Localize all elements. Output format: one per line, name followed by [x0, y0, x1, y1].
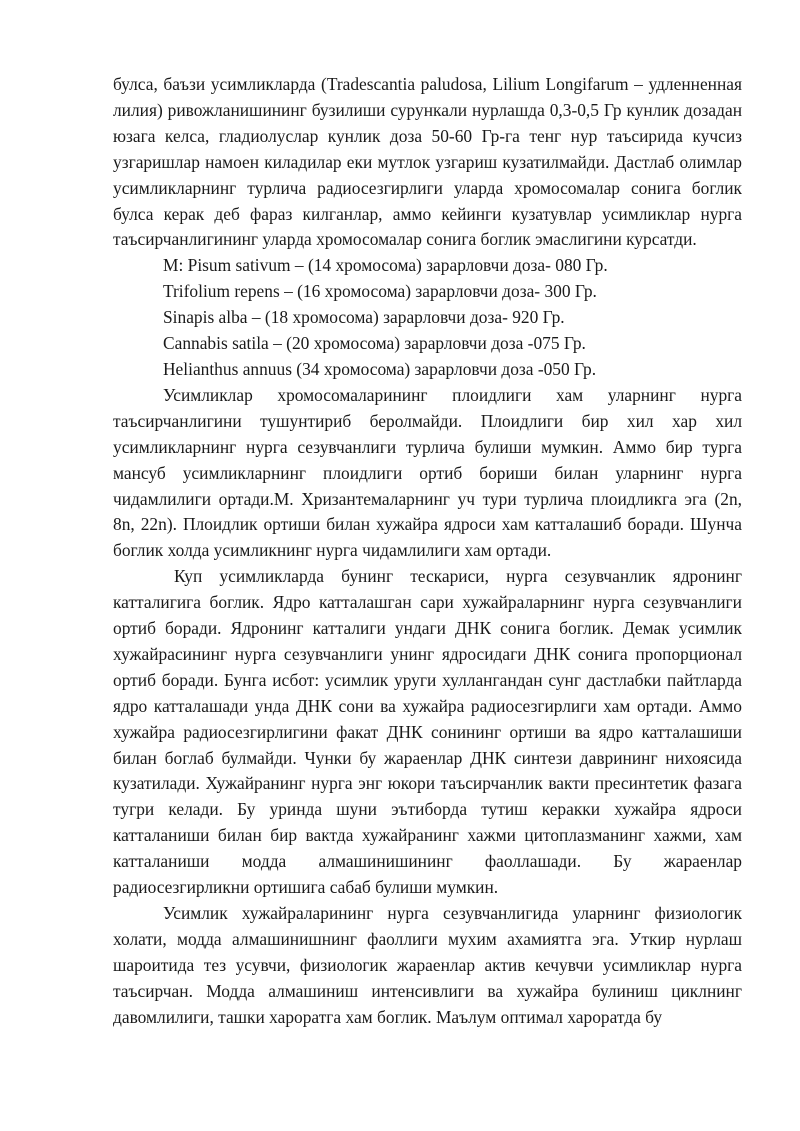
- paragraph-nucleus-size: Куп усимликларда бунинг тескариси, нурга сезувчанлик ядронинг катталигига боглик. Ядро катталашган сари хужайраларнинг нурга сезувчанлиги ортиб боради. Ядронинг катталиги ундаги ДНК сонига боглик. Демак усимлик хужайрасининг нурга сезувчанлиги унинг ядросидаги ДНК сонига пропорционал ортиб боради. Бунга исбот: усимлик уруги хуллангандан сунг дастлабки пайтларда ядро катталашади унда ДНК сони ва хужайра радиосезгирлиги хам ортади. Аммо хужайра радиосезгирлигини факат ДНК сонининг ортиши ва ядро катталашиши билан боглаб булмайди. Чунки бу жараенлар ДНК синтези даврининг нихоясида кузатилади. Хужайранинг нурга энг юкори таъсирчанлик вакти пресинтетик фазага тугри келади. Бу уринда шуни эътиборда тутиш керакки хужайра ядроси катталаниши билан бир вактда хужайранинг хажми цитоплазманинг хажми, хам катталаниши модда алмашинишининг фаоллашади. Бу жараенлар радиосезгирликни ортишига сабаб булиши мумкин.: [113, 566, 742, 898]
- paragraph-radiosensitivity-intro: булса, баъзи усимликларда (Tradescantia paludosa, Lilium Longifarum – удленненная лилия) ривожланишининг бузилиши сурункали нурлашда 0,3-0,5 Гр кунлик дозадан юзага келса, гладиолуслар кунлик доза 50-60 Гр-га тенг нур таъсирида кучсиз узгаришлар намоен киладилар еки мутлок узгариш кузатилмайди. Дастлаб олимлар усимликларнинг турлича радиосезгирлиги уларда хромосомалар сонига боглик булса керак деб фараз килганлар, аммо кейинги кузатувлар усимликлар нурга таъсирчанлигининг уларда хромосомалар сонига боглик эмаслигини курсатди.: [113, 74, 742, 250]
- document-body: [113, 72, 742, 1031]
- list-item-sinapis-alba: Sinapis alba – (18 хромосома) зарарловчи доза- 920 Гр.: [163, 307, 565, 328]
- list-item-pisum-sativum: M: Pisum sativum – (14 хромосома) зарарловчи доза- 080 Гр.: [163, 255, 608, 276]
- paragraph-ploidy: Усимликлар хромосомаларининг плоидлиги хам уларнинг нурга таъсирчанлигини тушунтириб беролмайди. Плоидлиги бир хил хар хил усимликларнинг нурга сезувчанлиги турлича булиши мумкин. Аммо бир турга мансуб усимликларнинг плоидлиги ортиб бориши билан уларнинг нурга чидамлилиги ортади.М. Хризантемаларнинг уч тури турлича плоидликга эга (2n, 8n, 22n). Плоидлик ортиши билан хужайра ядроси хам катталашиб боради. Шунча боглик холда усимликнинг нурга чидамлилиги хам ортади.: [113, 384, 742, 561]
- list-item-cannabis-satila: Cannabis satila – (20 хромосома) зарарловчи доза -075 Гр.: [163, 333, 586, 354]
- list-item-helianthus-annuus: Helianthus annuus (34 хромосома) зарарловчи доза -050 Гр.: [163, 358, 597, 379]
- list-item-trifolium-repens: Trifolium repens – (16 хромосома) зарарловчи доза- 300 Гр.: [163, 281, 597, 302]
- paragraph-physiological-state: Усимлик хужайраларининг нурга сезувчанлигида уларнинг физиологик холати, модда алмашинишнинг фаоллиги мухим ахамиятга эга. Уткир нурлаш шароитида тез усувчи, физиологик жараенлар актив кечувчи усимликлар нурга таъсирчан. Модда алмашиниш интенсивлиги ва хужайра булиниш циклнинг давомлилиги, ташки хароратга хам боглик. Маълум оптимал хароратда бу: [113, 903, 742, 1027]
